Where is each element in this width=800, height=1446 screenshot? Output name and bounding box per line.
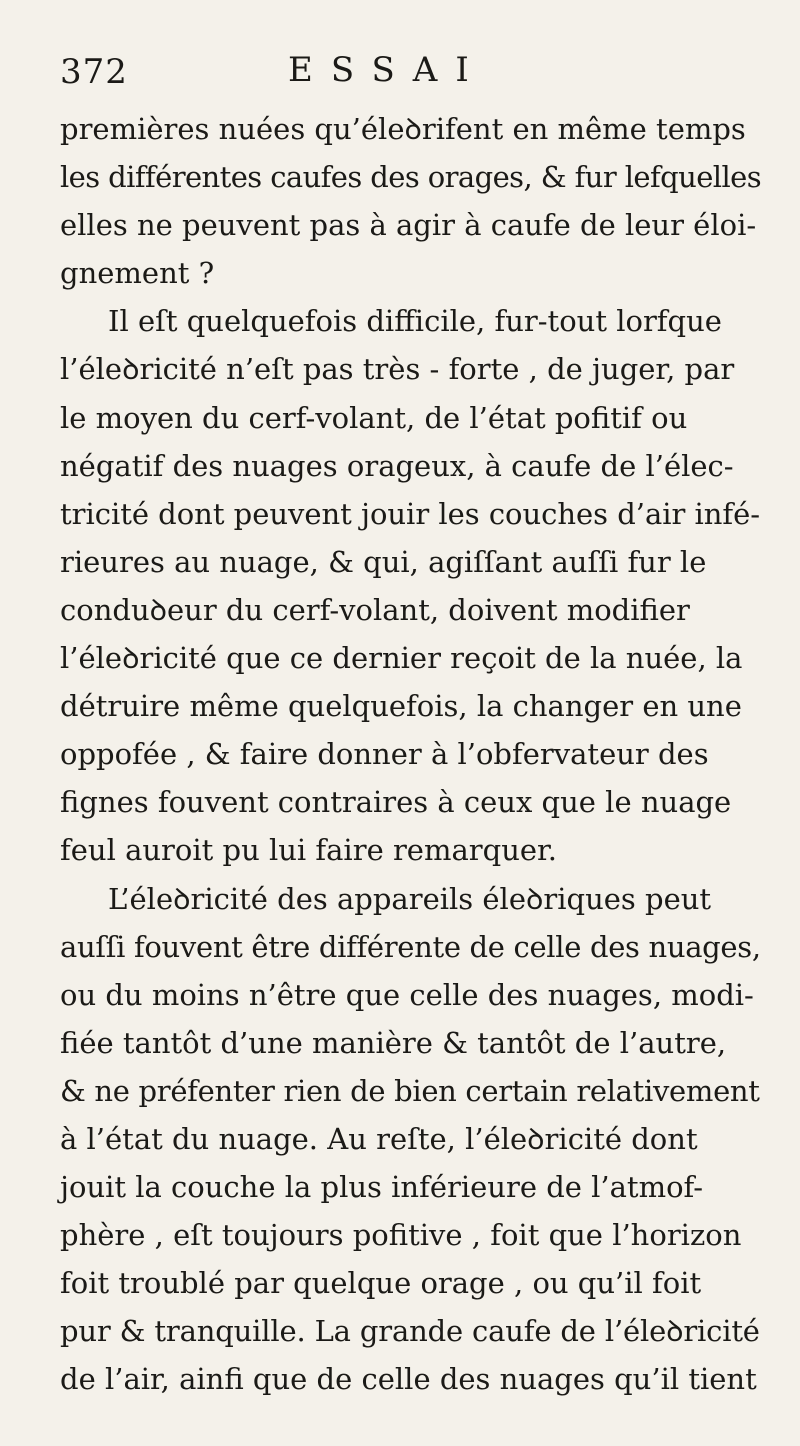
text-line: l’éleꝺricité que ce dernier reçoit de la nuée, la — [60, 641, 743, 676]
text-line: l’éleꝺricité n’eſt pas très - forte , de juger, par — [60, 352, 735, 387]
text-line: Il eſt quelquefois difficile, fur-tout lorfque — [108, 304, 722, 339]
text-line: elles ne peuvent pas à agir à caufe de leur éloi- — [60, 208, 757, 243]
text-line: fignes fouvent contraires à ceux que le nuage — [60, 785, 732, 820]
body-text — [60, 105, 760, 1404]
text-line: jouit la couche la plus inférieure de l’atmof- — [60, 1170, 704, 1205]
text-line: & ne préfenter rien de bien certain relativement — [60, 1073, 760, 1108]
text-line: foit troublé par quelque orage , ou qu’il foit — [60, 1266, 702, 1301]
running-title: ESSAI — [288, 50, 487, 90]
text-line: tricité dont peuvent jouir les couches d’air infé- — [60, 496, 761, 531]
text-line: rieures au nuage, & qui, agiſſant auſſi fur le — [60, 544, 707, 579]
text-line: gnement ? — [60, 256, 215, 291]
text-line: feul auroit pu lui faire remarquer. — [60, 833, 557, 868]
text-line: L’éleꝺricité des appareils éleꝺriques peut — [108, 881, 712, 916]
text-line: ou du moins n’être que celle des nuages, modi- — [60, 977, 754, 1012]
text-line: fiée tantôt d’une manière & tantôt de l’autre, — [60, 1025, 727, 1060]
page-header — [60, 50, 760, 100]
text-line: premières nuées qu’éleꝺrifent en même temps — [60, 112, 746, 146]
text-line: les différentes caufes des orages, & fur lefquelles — [60, 160, 762, 195]
text-line: négatif des nuages orageux, à caufe de l’élec- — [60, 448, 734, 483]
text-line: à l’état du nuage. Au reſte, l’éleꝺricité dont — [60, 1121, 698, 1156]
text-line: pur & tranquille. La grande caufe de l’éleꝺricité — [60, 1314, 760, 1349]
text-line: détruire même quelquefois, la changer en une — [60, 689, 742, 724]
text-line: de l’air, ainfi que de celle des nuages qu’il tient — [60, 1362, 757, 1397]
text-line: conduꝺeur du cerf-volant, doivent modifier — [60, 592, 690, 627]
text-line: le moyen du cerf-volant, de l’état pofitif ou — [60, 400, 688, 435]
text-line: auſſi fouvent être différente de celle des nuages, — [60, 929, 761, 964]
text-line: phère , eſt toujours pofitive , foit que l’horizon — [60, 1218, 742, 1253]
text-line: oppofée , & faire donner à l’obfervateur des — [60, 737, 709, 772]
page-number: 372 — [60, 52, 128, 92]
